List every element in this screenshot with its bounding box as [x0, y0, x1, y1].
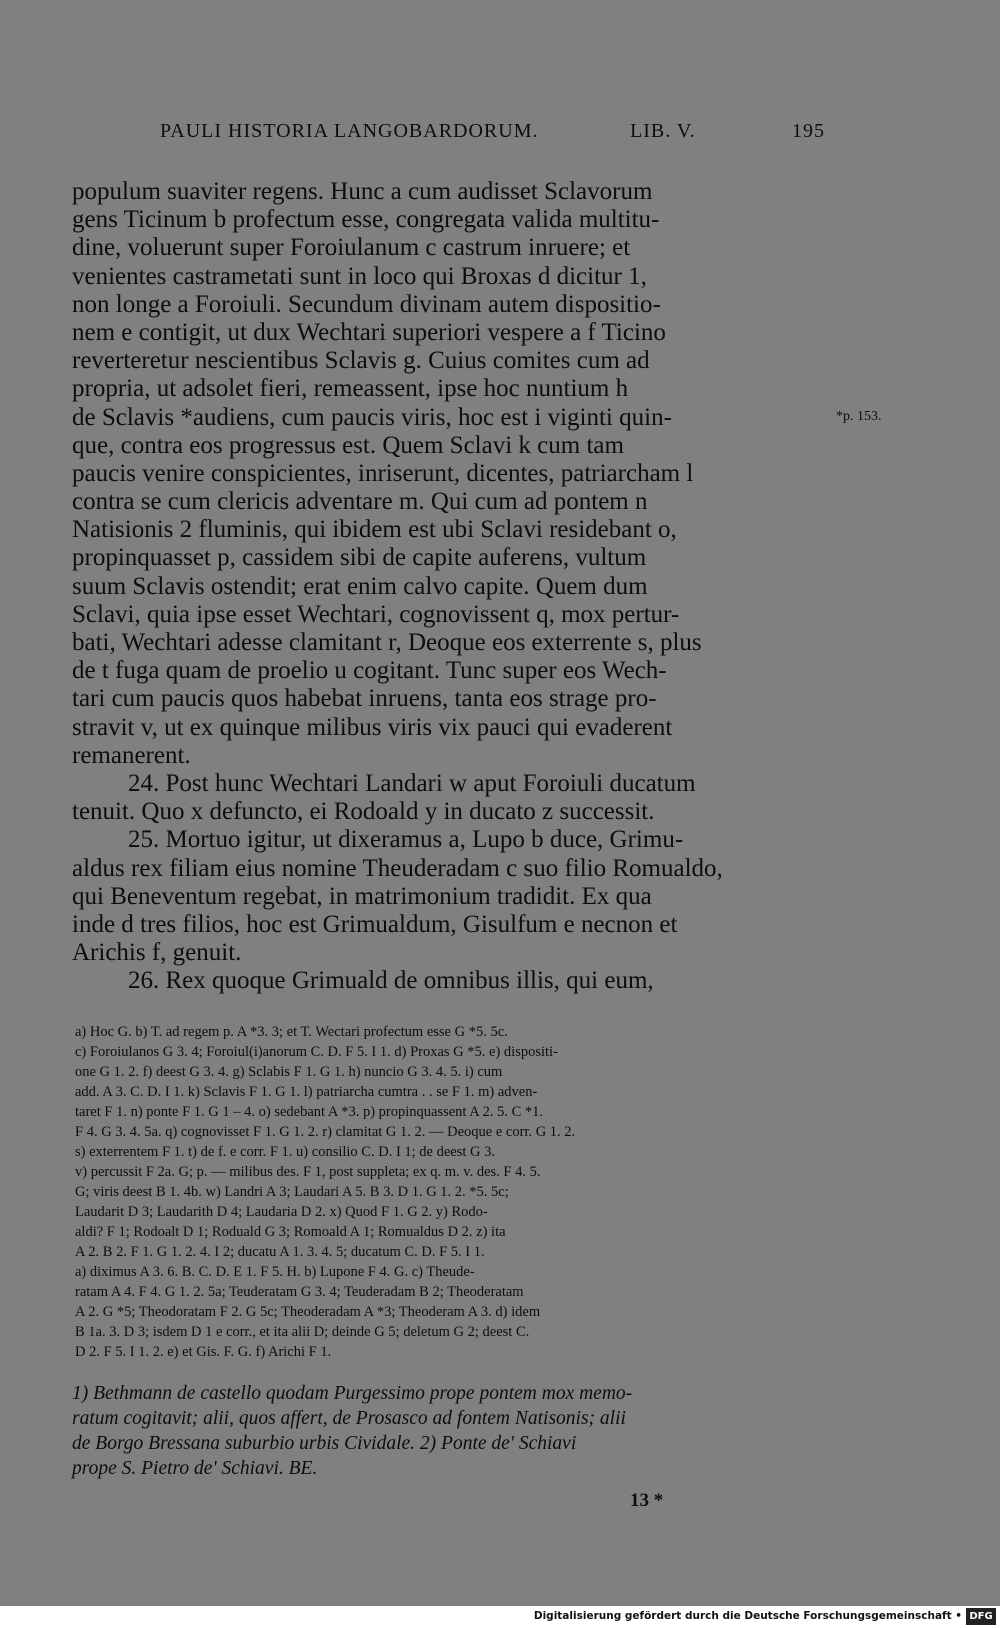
- text-line: inde d tres filios, hoc est Grimualdum, Gisulfum e necnon et: [72, 910, 678, 938]
- apparatus-line: B 1a. 3. D 3; isdem D 1 e corr., et ita alii D; deinde G 5; deletum G 2; deest C.: [75, 1324, 530, 1340]
- text-line: Sclavi, quia ipse esset Wechtari, cognovissent q, mox pertur-: [72, 600, 680, 628]
- text-line: tenuit. Quo x defuncto, ei Rodoald y in ducato z successit.: [72, 798, 655, 826]
- text-line: dine, voluerunt super Foroiulanum c castrum inruere; et: [72, 234, 631, 262]
- text-line: Natisionis 2 fluminis, qui ibidem est ubi Sclavi residebant o,: [72, 516, 677, 544]
- section-24-start: 24. Post hunc Wechtari Landari w aput Foroiuli ducatum: [128, 769, 696, 797]
- apparatus-line: a) Hoc G. b) T. ad regem p. A *3. 3; et T. Wectari profectum esse G *5. 5c.: [75, 1024, 508, 1040]
- text-line: reverteretur nescientibus Sclavis g. Cuius comites cum ad: [72, 347, 650, 375]
- dfg-logo: DFG: [966, 1608, 996, 1625]
- apparatus-line: add. A 3. C. D. I 1. k) Sclavis F 1. G 1. l) patriarcha cumtra . . se F 1. m) adven-: [75, 1084, 538, 1100]
- page-number: 195: [792, 120, 825, 142]
- text-line: populum suaviter regens. Hunc a cum audisset Sclavorum: [72, 178, 653, 205]
- text-line: propinquasset p, cassidem sibi de capite auferens, vultum: [72, 544, 647, 572]
- footnotes: [72, 1381, 826, 1481]
- apparatus-line: c) Foroiulanos G 3. 4; Foroiul(i)anorum C. D. F 5. I 1. d) Proxas G *5. e) dispositi-: [75, 1044, 558, 1060]
- apparatus-line: taret F 1. n) ponte F 1. G 1 – 4. o) sedebant A *3. p) propinquassent A 2. 5. C *1.: [75, 1104, 543, 1120]
- apparatus-line: F 4. G 3. 4. 5a. q) cognovisset F 1. G 1. 2. r) clamitat G 1. 2. — Deoque e corr. G 1. 2.: [75, 1124, 576, 1140]
- text-line: venientes castrametati sunt in loco qui Broxas d dicitur 1,: [72, 262, 647, 290]
- text-line: gens Ticinum b profectum esse, congregata valida multitu-: [72, 206, 660, 234]
- digitization-credit-bar: [0, 1606, 1000, 1628]
- text-line: nem e contigit, ut dux Wechtari superiori vespere a f Ticino: [72, 318, 666, 346]
- margin-page-reference: *p. 153.: [836, 409, 882, 424]
- text-line: suum Sclavis ostendit; erat enim calvo capite. Quem dum: [72, 572, 648, 600]
- apparatus-line: A 2. B 2. F 1. G 1. 2. 4. I 2; ducatu A 1. 3. 4. 5; ducatum C. D. F 5. I 1.: [75, 1244, 485, 1260]
- critical-apparatus: [75, 1022, 825, 1362]
- main-text: [72, 178, 826, 995]
- printer-signature: 13 *: [630, 1490, 664, 1511]
- text-line: tari cum paucis quos habebat inruens, tanta eos strage pro-: [72, 685, 657, 713]
- text-line: aldus rex filiam eius nomine Theuderadam c suo filio Romualdo,: [72, 854, 723, 882]
- text-line: de Sclavis *audiens, cum paucis viris, hoc est i viginti quin-: [72, 403, 672, 431]
- section-26-start: 26. Rex quoque Grimuald de omnibus illis, qui eum,: [128, 967, 654, 995]
- text-line: propria, ut adsolet fieri, remeassent, ipse hoc nuntium h: [72, 375, 629, 403]
- text-line: paucis venire conspicientes, inriserunt, dicentes, patriarcham l: [72, 459, 694, 487]
- apparatus-line: v) percussit F 2a. G; p. — milibus des. F 1, post suppleta; ex q. m. v. des. F 4. 5.: [75, 1164, 541, 1180]
- apparatus-line: Laudarit D 3; Laudarith D 4; Laudaria D 2. x) Quod F 1. G 2. y) Rodo-: [75, 1204, 488, 1220]
- apparatus-line: D 2. F 5. I 1. 2. e) et Gis. F. G. f) Arichi F 1.: [75, 1344, 332, 1360]
- apparatus-line: A 2. G *5; Theodoratam F 2. G 5c; Theoderadam A *3; Theoderam A 3. d) idem: [75, 1304, 541, 1320]
- footnote-line: ratum cogitavit; alii, quos affert, de Prosasco ad fontem Natisonis; alii: [72, 1408, 626, 1429]
- apparatus-line: aldi? F 1; Rodoalt D 1; Roduald G 3; Romoald A 1; Romualdus D 2. z) ita: [75, 1224, 506, 1240]
- apparatus-line: s) exterrentem F 1. t) de f. e corr. F 1. u) consilio C. D. I 1; de deest G 3.: [75, 1144, 496, 1160]
- text-line: de t fuga quam de proelio u cogitant. Tunc super eos Wech-: [72, 657, 667, 685]
- apparatus-line: a) diximus A 3. 6. B. C. D. E 1. F 5. H. b) Lupone F 4. G. c) Theude-: [75, 1264, 475, 1280]
- text-line: que, contra eos progressus est. Quem Sclavi k cum tam: [72, 431, 624, 459]
- text-line: contra se cum clericis adventare m. Qui cum ad pontem n: [72, 488, 648, 516]
- apparatus-line: ratam A 4. F 4. G 1. 2. 5a; Teuderatam G 3. 4; Teuderadam B 2; Theoderatam: [75, 1284, 524, 1300]
- text-line: remanerent.: [72, 741, 191, 769]
- footnote-line: prope S. Pietro de' Schiavi. BE.: [72, 1458, 318, 1479]
- text-line: qui Beneventum regebat, in matrimonium tradidit. Ex qua: [72, 882, 652, 910]
- section-25-start: 25. Mortuo igitur, ut dixeramus a, Lupo b duce, Grimu-: [128, 826, 684, 854]
- text-line: bati, Wechtari adesse clamitant r, Deoque eos exterrente s, plus: [72, 629, 702, 656]
- footnote-line: 1) Bethmann de castello quodam Purgessimo prope pontem mox memo-: [72, 1383, 633, 1404]
- text-line: stravit v, ut ex quinque milibus viris vix pauci qui evaderent: [72, 713, 673, 741]
- text-line: non longe a Foroiuli. Secundum divinam autem dispositio-: [72, 290, 661, 318]
- running-header: [160, 120, 825, 150]
- running-title: PAULI HISTORIA LANGOBARDORUM.: [160, 120, 539, 142]
- apparatus-line: G; viris deest B 1. 4b. w) Landri A 3; Laudari A 5. B 3. D 1. G 1. 2. *5. 5c;: [75, 1184, 509, 1200]
- book-number: LIB. V.: [630, 120, 696, 142]
- footnote-line: de Borgo Bressana suburbio urbis Cividale. 2) Ponte de' Schiavi: [72, 1433, 577, 1454]
- apparatus-line: one G 1. 2. f) deest G 3. 4. g) Sclabis F 1. G 1. h) nuncio G 3. 4. 5. i) cum: [75, 1064, 503, 1080]
- digitization-credit: Digitalisierung gefördert durch die Deutsche Forschungsgemeinschaft •: [533, 1610, 962, 1622]
- text-line: Arichis f, genuit.: [72, 939, 242, 967]
